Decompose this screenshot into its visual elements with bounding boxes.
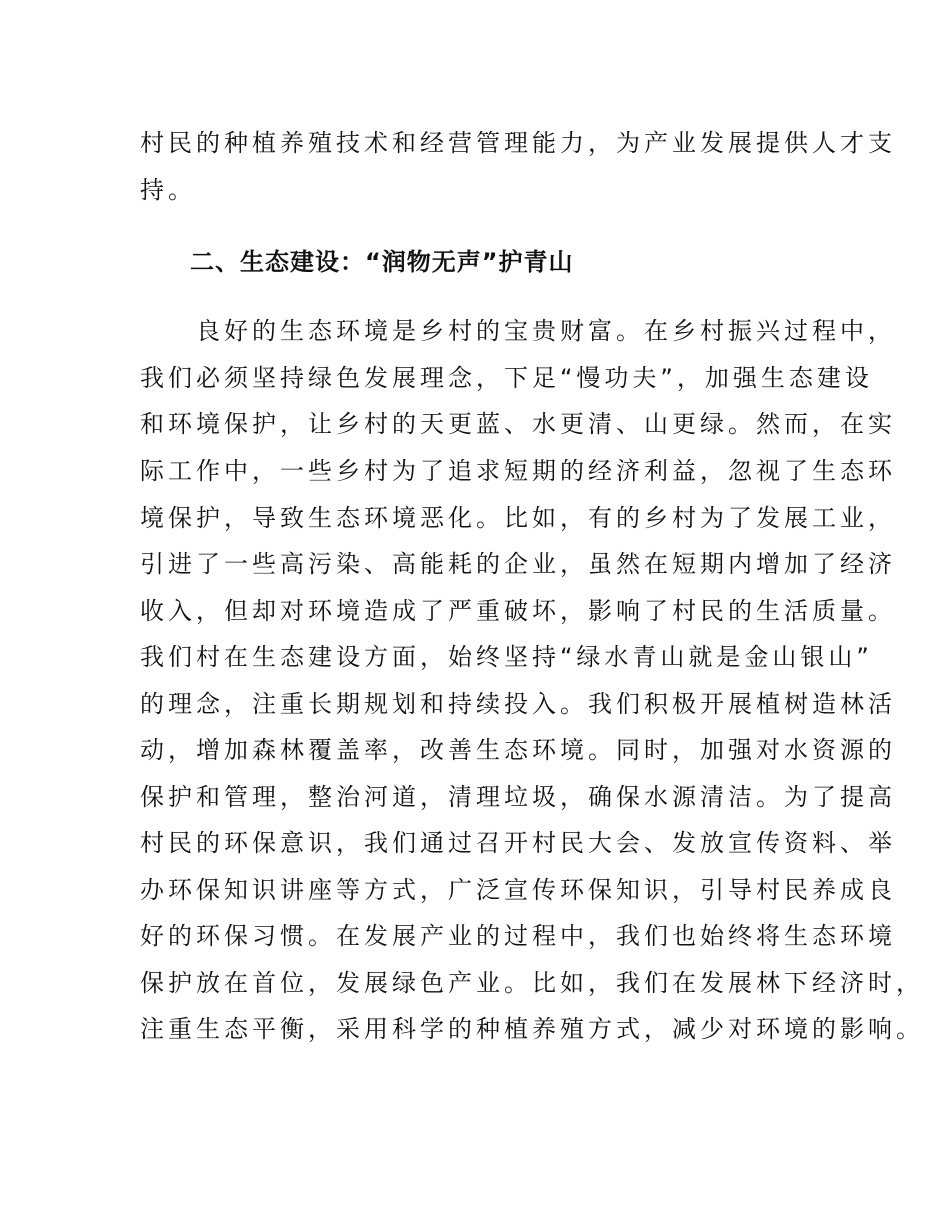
intro-line: 持。 (140, 176, 196, 204)
paragraph-line: 际工作中，一些乡村为了追求短期的经济利益，忽视了生态环 (140, 457, 896, 485)
paragraph-line: 村民的环保意识，我们通过召开村民大会、发放宣传资料、举 (140, 829, 896, 857)
paragraph-line: 注重生态平衡，采用科学的种植养殖方式，减少对环境的影响。 (140, 1015, 924, 1043)
paragraph-line: 的理念，注重长期规划和持续投入。我们积极开展植树造林活 (140, 690, 896, 718)
paragraph-line: 引进了一些高污染、高能耗的企业，虽然在短期内增加了经济 (140, 550, 896, 578)
section-heading: 二、生态建设：“润物无声”护青山 (190, 248, 574, 276)
paragraph-line: 好的环保习惯。在发展产业的过程中，我们也始终将生态环境 (140, 922, 896, 950)
paragraph-line: 和环境保护，让乡村的天更蓝、水更清、山更绿。然而，在实 (140, 410, 896, 438)
paragraph-line: 动，增加森林覆盖率，改善生态环境。同时，加强对水资源的 (140, 736, 896, 764)
paragraph-line: 办环保知识讲座等方式，广泛宣传环保知识，引导村民养成良 (140, 876, 896, 904)
paragraph-line: 保护放在首位，发展绿色产业。比如，我们在发展林下经济时， (140, 969, 924, 997)
paragraph-line: 良好的生态环境是乡村的宝贵财富。在乡村振兴过程中， (196, 317, 896, 345)
paragraph-line: 我们村在生态建设方面，始终坚持“绿水青山就是金山银山” (140, 643, 873, 671)
paragraph-line: 境保护，导致生态环境恶化。比如，有的乡村为了发展工业， (140, 504, 896, 532)
paragraph-line: 保护和管理，整治河道，清理垃圾，确保水源清洁。为了提高 (140, 783, 896, 811)
intro-line: 村民的种植养殖技术和经营管理能力，为产业发展提供人才支 (140, 129, 896, 157)
paragraph-line: 收入，但却对环境造成了严重破坏，影响了村民的生活质量。 (140, 597, 896, 625)
paragraph-line: 我们必须坚持绿色发展理念，下足“慢功夫”，加强生态建设 (140, 364, 873, 392)
